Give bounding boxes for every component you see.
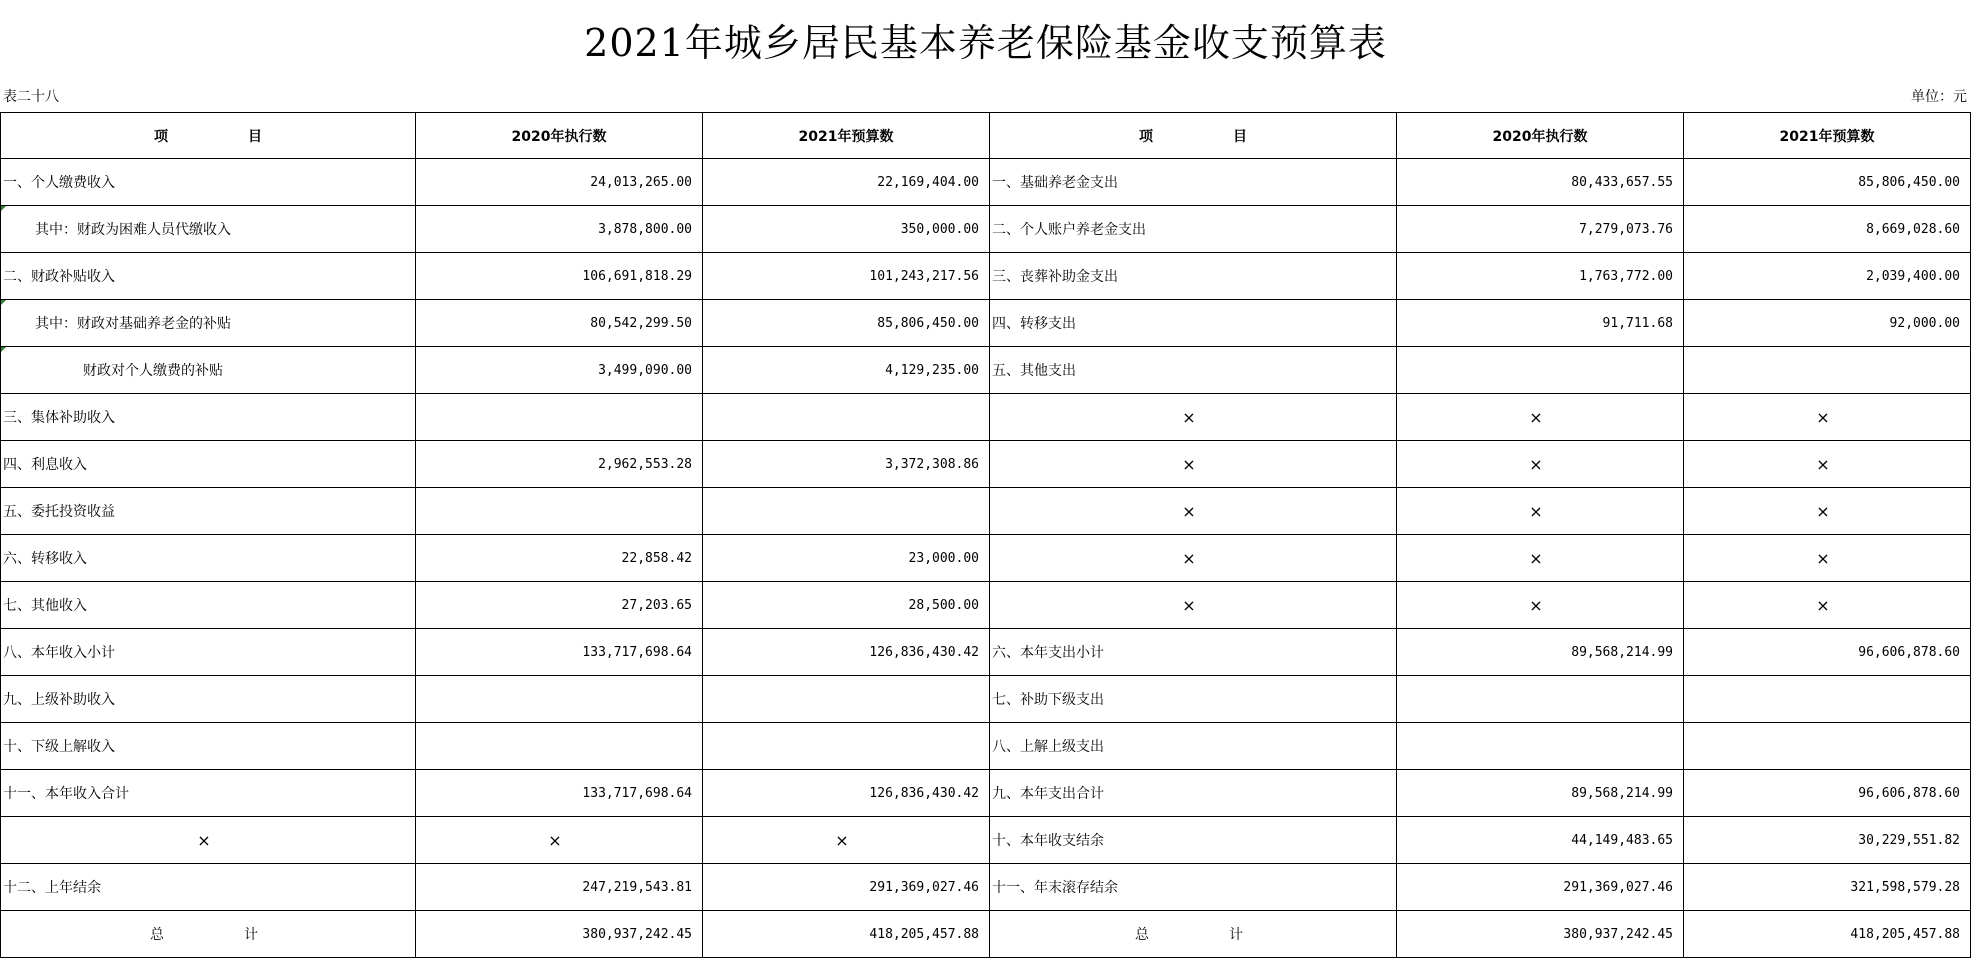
income-label: 其中：财政为困难人员代缴收入 — [1, 206, 416, 253]
expense-2020 — [1397, 723, 1684, 770]
header-expense-2021: 2021年预算数 — [1684, 113, 1971, 159]
table-row — [1, 535, 1971, 582]
expense-2021: 321,598,579.28 — [1684, 864, 1971, 911]
income-2021: 85,806,450.00 — [703, 300, 990, 347]
cross-mark: × — [990, 582, 1397, 629]
income-label: 八、本年收入小计 — [1, 629, 416, 676]
income-2020: 133,717,698.64 — [416, 770, 703, 817]
income-label: 七、其他收入 — [1, 582, 416, 629]
header-income-2021: 2021年预算数 — [703, 113, 990, 159]
expense-label: 十一、年末滚存结余 — [990, 864, 1397, 911]
income-2021: 28,500.00 — [703, 582, 990, 629]
cross-mark: × — [1, 817, 416, 864]
income-label: 其中：财政对基础养老金的补贴 — [1, 300, 416, 347]
expense-label: 四、转移支出 — [990, 300, 1397, 347]
income-2020: 2,962,553.28 — [416, 441, 703, 488]
expense-total-label: 总 计 — [990, 911, 1397, 958]
income-label: 十、下级上解收入 — [1, 723, 416, 770]
cross-mark: × — [990, 535, 1397, 582]
income-2021: 291,369,027.46 — [703, 864, 990, 911]
page-title: 2021年城乡居民基本养老保险基金收支预算表 — [584, 21, 1387, 65]
table-row — [1, 723, 1971, 770]
header-row — [1, 113, 1971, 159]
income-label: 六、转移收入 — [1, 535, 416, 582]
table-row — [1, 770, 1971, 817]
income-total-2021: 418,205,457.88 — [703, 911, 990, 958]
income-2021 — [703, 676, 990, 723]
income-label: 三、集体补助收入 — [1, 394, 416, 441]
expense-2020: 291,369,027.46 — [1397, 864, 1684, 911]
expense-2021: 8,669,028.60 — [1684, 206, 1971, 253]
income-2021: 126,836,430.42 — [703, 629, 990, 676]
income-label: 四、利息收入 — [1, 441, 416, 488]
expense-2021 — [1684, 347, 1971, 394]
table-row — [1, 817, 1971, 864]
income-2020: 27,203.65 — [416, 582, 703, 629]
income-2021: 126,836,430.42 — [703, 770, 990, 817]
income-label: 二、财政补贴收入 — [1, 253, 416, 300]
income-2020 — [416, 394, 703, 441]
cross-mark: × — [703, 817, 990, 864]
income-2020: 3,499,090.00 — [416, 347, 703, 394]
header-income-item: 项 目 — [1, 113, 416, 159]
cross-mark: × — [1684, 394, 1971, 441]
income-2020: 133,717,698.64 — [416, 629, 703, 676]
table-row — [1, 394, 1971, 441]
cross-mark: × — [1684, 582, 1971, 629]
cross-mark: × — [1397, 394, 1684, 441]
table-row — [1, 582, 1971, 629]
income-2020: 24,013,265.00 — [416, 159, 703, 206]
expense-label: 三、丧葬补助金支出 — [990, 253, 1397, 300]
income-2020 — [416, 676, 703, 723]
cross-mark: × — [1397, 535, 1684, 582]
expense-2020: 89,568,214.99 — [1397, 770, 1684, 817]
expense-total-2021: 418,205,457.88 — [1684, 911, 1971, 958]
income-2020: 80,542,299.50 — [416, 300, 703, 347]
expense-2020: 89,568,214.99 — [1397, 629, 1684, 676]
expense-2021: 92,000.00 — [1684, 300, 1971, 347]
cross-mark: × — [1397, 582, 1684, 629]
expense-label: 一、基础养老金支出 — [990, 159, 1397, 206]
expense-2020: 1,763,772.00 — [1397, 253, 1684, 300]
cross-mark: × — [990, 488, 1397, 535]
expense-2021 — [1684, 723, 1971, 770]
expense-2020: 7,279,073.76 — [1397, 206, 1684, 253]
table-row — [1, 864, 1971, 911]
budget-table — [0, 112, 1971, 958]
table-row — [1, 253, 1971, 300]
income-total-label: 总 计 — [1, 911, 416, 958]
income-2020: 106,691,818.29 — [416, 253, 703, 300]
income-2021: 3,372,308.86 — [703, 441, 990, 488]
table-row — [1, 488, 1971, 535]
income-2020 — [416, 723, 703, 770]
table-row — [1, 629, 1971, 676]
expense-2021: 30,229,551.82 — [1684, 817, 1971, 864]
income-2021 — [703, 488, 990, 535]
cross-mark: × — [990, 441, 1397, 488]
expense-label: 九、本年支出合计 — [990, 770, 1397, 817]
income-2021: 22,169,404.00 — [703, 159, 990, 206]
expense-label: 十、本年收支结余 — [990, 817, 1397, 864]
income-label: 十一、本年收入合计 — [1, 770, 416, 817]
cross-mark: × — [1684, 441, 1971, 488]
cross-mark: × — [1397, 441, 1684, 488]
income-label: 财政对个人缴费的补贴 — [1, 347, 416, 394]
expense-2021: 96,606,878.60 — [1684, 770, 1971, 817]
table-row — [1, 206, 1971, 253]
income-2020 — [416, 488, 703, 535]
unit-label: 单位：元 — [1911, 89, 1967, 105]
expense-label: 二、个人账户养老金支出 — [990, 206, 1397, 253]
income-2020: 247,219,543.81 — [416, 864, 703, 911]
cross-mark: × — [416, 817, 703, 864]
income-2020: 22,858.42 — [416, 535, 703, 582]
income-2020: 3,878,800.00 — [416, 206, 703, 253]
header-expense-item: 项 目 — [990, 113, 1397, 159]
expense-2020: 91,711.68 — [1397, 300, 1684, 347]
table-row — [1, 159, 1971, 206]
income-2021: 101,243,217.56 — [703, 253, 990, 300]
income-2021: 350,000.00 — [703, 206, 990, 253]
table-row — [1, 347, 1971, 394]
income-label: 九、上级补助收入 — [1, 676, 416, 723]
expense-2021: 2,039,400.00 — [1684, 253, 1971, 300]
expense-label: 五、其他支出 — [990, 347, 1397, 394]
expense-2021 — [1684, 676, 1971, 723]
cross-mark: × — [1684, 535, 1971, 582]
income-label: 十二、上年结余 — [1, 864, 416, 911]
expense-2021: 96,606,878.60 — [1684, 629, 1971, 676]
expense-2020 — [1397, 676, 1684, 723]
expense-2021: 85,806,450.00 — [1684, 159, 1971, 206]
income-2021 — [703, 723, 990, 770]
income-label: 五、委托投资收益 — [1, 488, 416, 535]
table-row — [1, 676, 1971, 723]
income-2021: 23,000.00 — [703, 535, 990, 582]
expense-2020 — [1397, 347, 1684, 394]
cross-mark: × — [990, 394, 1397, 441]
table-row — [1, 441, 1971, 488]
total-row — [1, 911, 1971, 958]
income-label: 一、个人缴费收入 — [1, 159, 416, 206]
table-number: 表二十八 — [3, 89, 59, 105]
expense-label: 八、上解上级支出 — [990, 723, 1397, 770]
income-2021: 4,129,235.00 — [703, 347, 990, 394]
cross-mark: × — [1684, 488, 1971, 535]
header-income-2020: 2020年执行数 — [416, 113, 703, 159]
header-expense-2020: 2020年执行数 — [1397, 113, 1684, 159]
cross-mark: × — [1397, 488, 1684, 535]
table-row — [1, 300, 1971, 347]
expense-label: 六、本年支出小计 — [990, 629, 1397, 676]
income-total-2020: 380,937,242.45 — [416, 911, 703, 958]
expense-label: 七、补助下级支出 — [990, 676, 1397, 723]
income-2021 — [703, 394, 990, 441]
expense-2020: 80,433,657.55 — [1397, 159, 1684, 206]
expense-total-2020: 380,937,242.45 — [1397, 911, 1684, 958]
expense-2020: 44,149,483.65 — [1397, 817, 1684, 864]
